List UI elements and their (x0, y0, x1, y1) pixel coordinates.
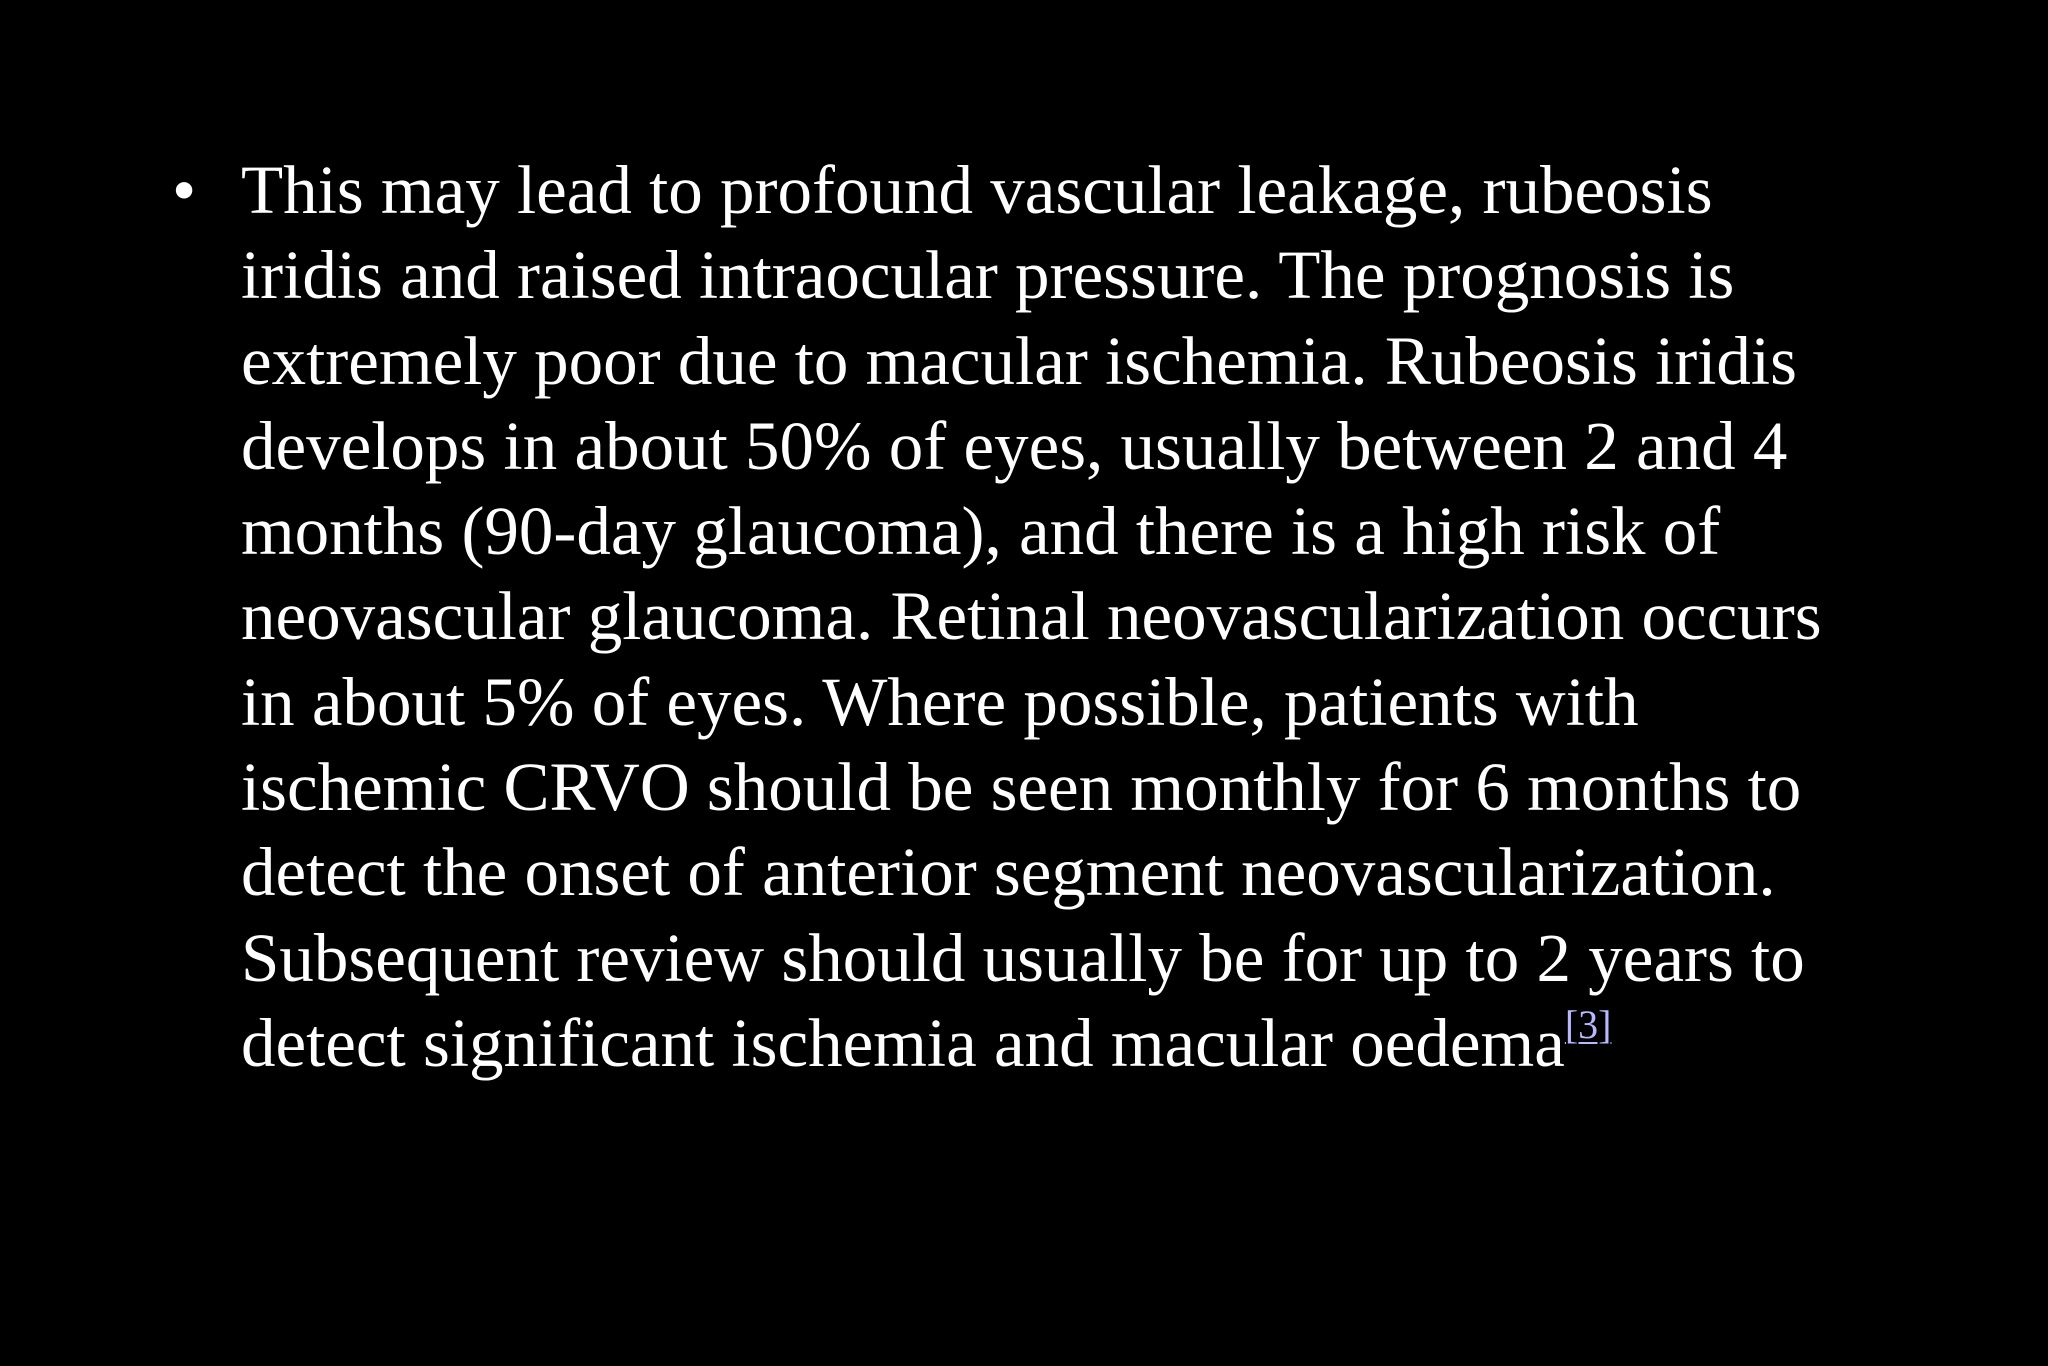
text-line: in about 5% of eyes. Where possible, patients with (241, 663, 1639, 740)
citation-link[interactable]: [3] (1564, 1001, 1612, 1047)
text-line: neovascular glaucoma. Retinal neovascularization occurs (241, 578, 1822, 655)
bullet-paragraph (172, 148, 1892, 1086)
text-line: This may lead to profound vascular leakage, rubeosis (241, 152, 1713, 228)
text-line: months (90-day glaucoma), and there is a high risk of (241, 493, 1721, 570)
text-line: detect the onset of anterior segment neovascularization. (241, 834, 1776, 911)
text-line: ischemic CRVO should be seen monthly for 6 months to (241, 749, 1802, 826)
bullet-icon: • (172, 152, 197, 228)
text-line: Subsequent review should usually be for up to 2 years to (241, 919, 1805, 996)
text-line-content: detect significant ischemia and macular oedema (241, 1004, 1565, 1081)
text-line: develops in about 50% of eyes, usually between 2 and 4 (241, 407, 1788, 484)
last-text-line (241, 1001, 1961, 1086)
text-line: extremely poor due to macular ischemia. Rubeosis iridis (241, 322, 1797, 399)
text-line: iridis and raised intraocular pressure. The prognosis is (241, 237, 1735, 314)
